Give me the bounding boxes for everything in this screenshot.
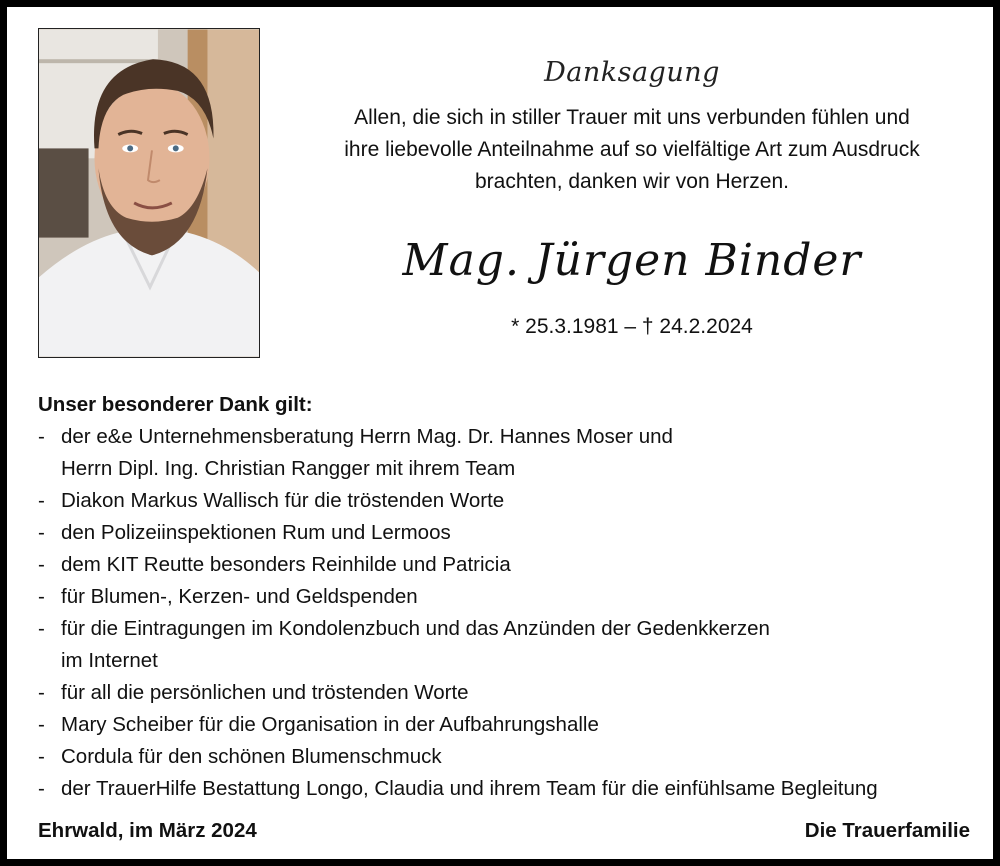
list-item <box>38 581 978 613</box>
dash-marker: - <box>38 777 45 800</box>
list-item-text: Cordula für den schönen Blumenschmuck <box>61 745 442 768</box>
deceased-name: Mag. Jürgen Binder <box>402 235 862 286</box>
list-item <box>38 613 978 677</box>
list-item-text: Mary Scheiber für die Organisation in der Aufbahrungshalle <box>61 713 599 736</box>
signature: Die Trauerfamilie <box>804 819 970 842</box>
list-item-text: für all die persönlichen und tröstenden Worte <box>61 681 469 704</box>
dash-marker: - <box>38 425 45 448</box>
list-item <box>38 549 978 581</box>
dash-marker: - <box>38 489 45 512</box>
list-item-text: dem KIT Reutte besonders Reinhilde und Patricia <box>61 553 511 576</box>
intro-line: brachten, danken wir von Herzen. <box>474 170 789 193</box>
dash-marker: - <box>38 553 45 576</box>
portrait-image <box>39 29 259 357</box>
dash-marker: - <box>38 745 45 768</box>
dash-marker: - <box>38 585 45 608</box>
list-item-text: für die Eintragungen im Kondolenzbuch und das Anzünden der Gedenkkerzen <box>61 617 770 640</box>
list-item <box>38 517 978 549</box>
list-item-text: den Polizeiinspektionen Rum und Lermoos <box>61 521 451 544</box>
list-item <box>38 485 978 517</box>
list-item <box>38 677 978 709</box>
header-block <box>277 57 987 198</box>
intro-line: ihre liebevolle Anteilnahme auf so vielfältige Art zum Ausdruck <box>344 138 920 161</box>
life-dates: * 25.3.1981 – † 24.2.2024 <box>511 315 753 338</box>
list-item-text: für Blumen-, Kerzen- und Geldspenden <box>61 585 418 608</box>
list-item-text: der TrauerHilfe Bestattung Longo, Claudia und ihrem Team für die einfühlsame Begleitung <box>61 777 878 800</box>
dash-marker: - <box>38 713 45 736</box>
intro-line: Allen, die sich in stiller Trauer mit uns verbunden fühlen und <box>354 106 910 129</box>
intro-text <box>277 102 987 198</box>
place-date: Ehrwald, im März 2024 <box>38 819 257 842</box>
thanks-section <box>38 389 978 805</box>
list-item <box>38 709 978 741</box>
dash-marker: - <box>38 521 45 544</box>
thanks-list <box>38 421 978 805</box>
list-item-text: Diakon Markus Wallisch für die tröstenden Worte <box>61 489 505 512</box>
list-item-text: im Internet <box>61 649 158 672</box>
heading: Danksagung <box>544 57 720 88</box>
list-item <box>38 741 978 773</box>
list-item-text: Herrn Dipl. Ing. Christian Rangger mit ihrem Team <box>61 457 516 480</box>
thanks-heading: Unser besonderer Dank gilt: <box>38 393 313 416</box>
list-item-text: der e&e Unternehmensberatung Herrn Mag. Dr. Hannes Moser und <box>61 425 673 448</box>
dash-marker: - <box>38 617 45 640</box>
list-item <box>38 773 978 805</box>
portrait-photo <box>38 28 260 358</box>
list-item <box>38 421 978 485</box>
dash-marker: - <box>38 681 45 704</box>
